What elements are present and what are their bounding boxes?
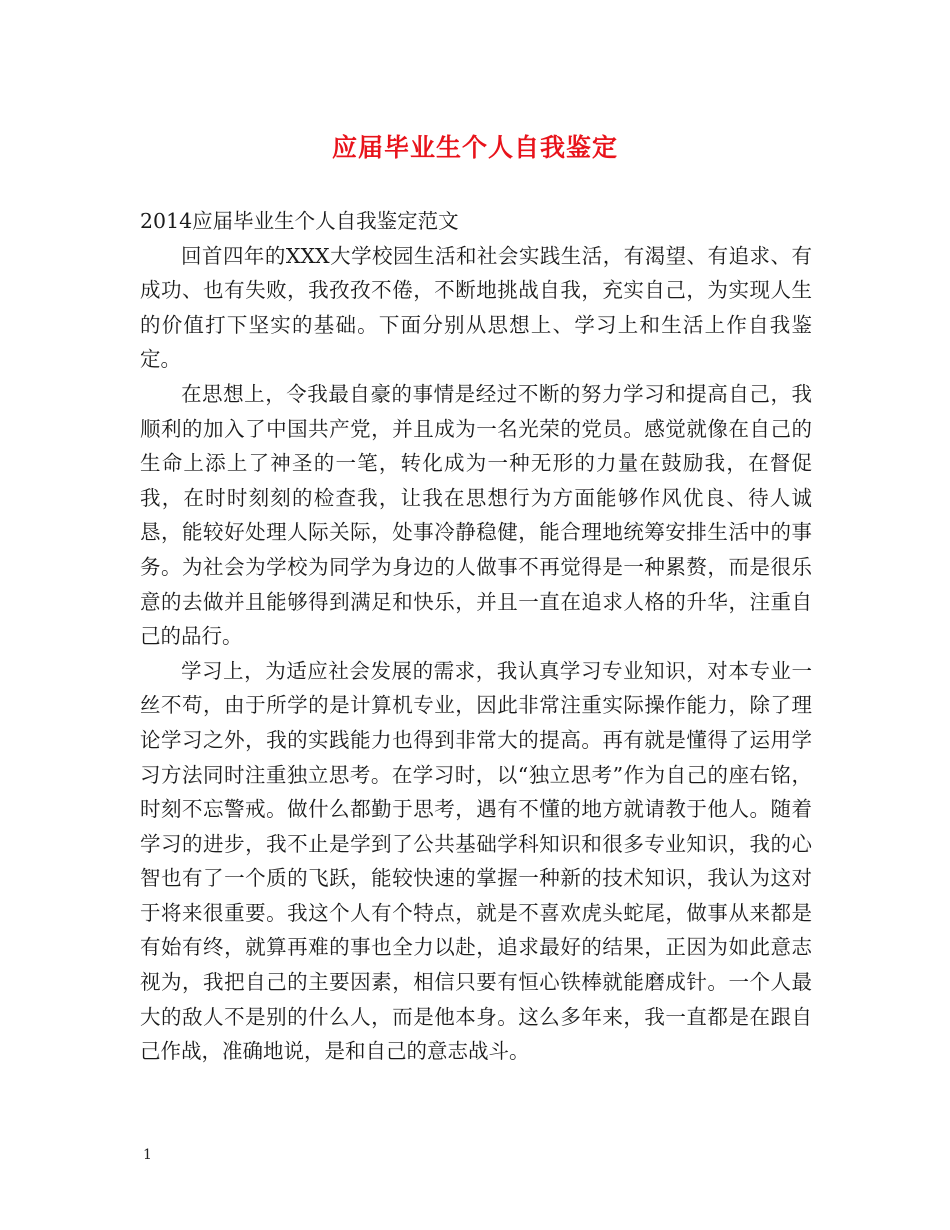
document-title: 应届毕业生个人自我鉴定 (331, 133, 618, 162)
page-number: 1 (143, 1147, 152, 1163)
paragraph-intro: 回首四年的XXX大学校园生活和社会实践生活，有渴望、有追求、有成功、也有失败，我孜孜不倦，不断地挑战自我，充实自己，为实现人生的价值打下坚实的基础。下面分别从思想上、学习上和生活上作自我鉴定。 (140, 243, 812, 372)
document-body (140, 204, 812, 1069)
paragraph-study: 学习上，为适应社会发展的需求，我认真学习专业知识，对本专业一丝不苟，由于所学的是计算机专业，因此非常注重实际操作能力，除了理论学习之外，我的实践能力也得到非常大的提高。再有就是懂得了运用学习方法同时注重独立思考。在学习时，以“独立思考”作为自己的座右铭，时刻不忘警戒。做什么都勤于思考，遇有不懂的地方就请教于他人。随着学习的进步，我不止是学到了公共基础学科知识和很多专业知识，我的心智也有了一个质的飞跃，能较快速的掌握一种新的技术知识，我认为这对于将来很重要。我这个人有个特点，就是不喜欢虎头蛇尾，做事从来都是有始有终，就算再难的事也全力以赴，追求最好的结果，正因为如此意志视为，我把自己的主要因素，相信只要有恒心铁棒就能磨成针。一个人最大的敌人不是别的什么人，而是他本身。这么多年来，我一直都是在跟自己作战，准确地说，是和自己的意志战斗。 (140, 658, 812, 1064)
paragraph-ideology: 在思想上，令我最自豪的事情是经过不断的努力学习和提高自己，我顺利的加入了中国共产党，并且成为一名光荣的党员。感觉就像在自己的生命上添上了神圣的一笔，转化成为一种无形的力量在鼓励我，在督促我，在时时刻刻的检查我，让我在思想行为方面能够作风优良、待人诚恳，能较好处理人际关际，处事冷静稳健，能合理地统筹安排生活中的事务。为社会为学校为同学为身边的人做事不再觉得是一种累赘，而是很乐意的去做并且能够得到满足和快乐，并且一直在追求人格的升华，注重自己的品行。 (140, 381, 812, 649)
document-subtitle: 2014应届毕业生个人自我鉴定范文 (140, 209, 459, 233)
